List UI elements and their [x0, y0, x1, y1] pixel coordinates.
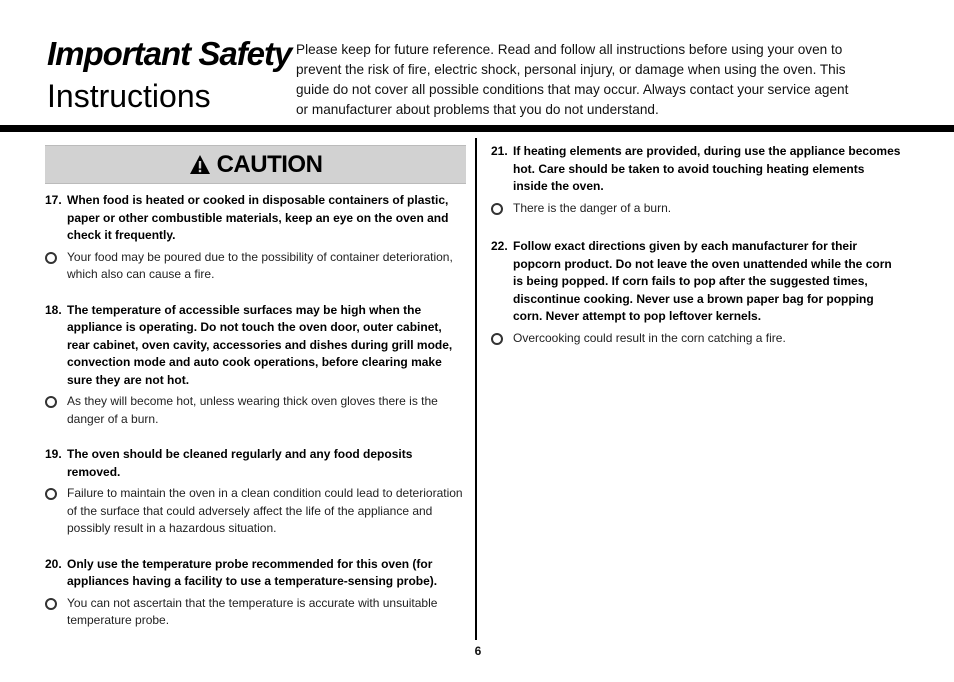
bullet-circle-icon — [491, 200, 513, 221]
warning-triangle-icon — [189, 154, 211, 175]
caution-label: CAUTION — [216, 150, 323, 178]
safety-item-22 — [491, 238, 901, 350]
item-number: 22. — [491, 239, 508, 253]
item-number: 20. — [45, 556, 62, 571]
item-number: 17. — [45, 193, 62, 207]
title-line-1: Important Safety — [47, 35, 292, 72]
bullet-circle-icon — [45, 249, 67, 284]
safety-item-20 — [45, 556, 466, 630]
item-text: The oven should be cleaned regularly and any food deposits removed. — [67, 447, 413, 479]
item-number: 19. — [45, 447, 62, 461]
item-text: If heating elements are provided, during use the appliance becomes hot. Care should be taken to avoid touching heating elements inside the oven. — [513, 144, 901, 193]
bullet-circle-icon — [45, 485, 67, 538]
bullet-circle-icon — [45, 595, 67, 630]
item-text: When food is heated or cooked in disposable containers of plastic, paper or other combustible materials, keep an eye on the oven and check it frequently. — [67, 193, 449, 242]
caution-banner — [45, 145, 466, 184]
page-title — [47, 34, 292, 116]
item-text: The temperature of accessible surfaces may be high when the appliance is operating. Do not touch the oven door, outer cabinet, rear cabinet, oven cavity, accessories and dishes during grill mode, convection mode and auto cook operations, before clearing make sure they are not hot. — [67, 302, 453, 387]
right-column — [491, 143, 901, 368]
header-rule — [0, 125, 954, 132]
bullet-circle-icon — [491, 330, 513, 351]
intro-paragraph: Please keep for future reference. Read and follow all instructions before using your oven to prevent the risk of fire, electric shock, personal injury, or damage when using the oven. This guide do not cover all possible conditions that may occur. Always contact your service agent or manufacturer about problems that you do not understand. — [296, 42, 849, 117]
safety-item-17 — [45, 192, 466, 284]
item-number: 21. — [491, 144, 508, 158]
item-note: There is the danger of a burn. — [513, 200, 672, 215]
safety-item-18 — [45, 302, 466, 429]
safety-item-21 — [491, 143, 901, 220]
safety-item-19 — [45, 446, 466, 538]
item-note: Overcooking could result in the corn catching a fire. — [513, 330, 786, 345]
bullet-circle-icon — [45, 393, 67, 428]
item-note: Failure to maintain the oven in a clean condition could lead to deterioration of the surface that could adversely affect the life of the appliance and possibly result in a hazardous situation. — [67, 486, 463, 535]
item-note: Your food may be poured due to the possibility of container deterioration, which also can cause a fire. — [67, 249, 453, 281]
page-number: 6 — [474, 644, 482, 658]
item-note: You can not ascertain that the temperature is accurate with unsuitable temperature probe. — [67, 595, 438, 627]
item-note: As they will become hot, unless wearing thick oven gloves there is the danger of a burn. — [67, 394, 438, 426]
item-text: Only use the temperature probe recommended for this oven (for appliances having a facility to use a temperature-sensing probe). — [67, 556, 438, 588]
item-number: 18. — [45, 302, 62, 317]
column-divider — [475, 138, 477, 640]
left-column — [45, 145, 466, 648]
item-text: Follow exact directions given by each manufacturer for their popcorn product. Do not leave the oven unattended while the corn is being popped. If corn fails to pop after the suggested times, discontinue cooking. Never use a brown paper bag for popping corn. Never attempt to pop leftover kernels. — [513, 239, 892, 323]
title-line-2: Instructions — [47, 78, 211, 114]
